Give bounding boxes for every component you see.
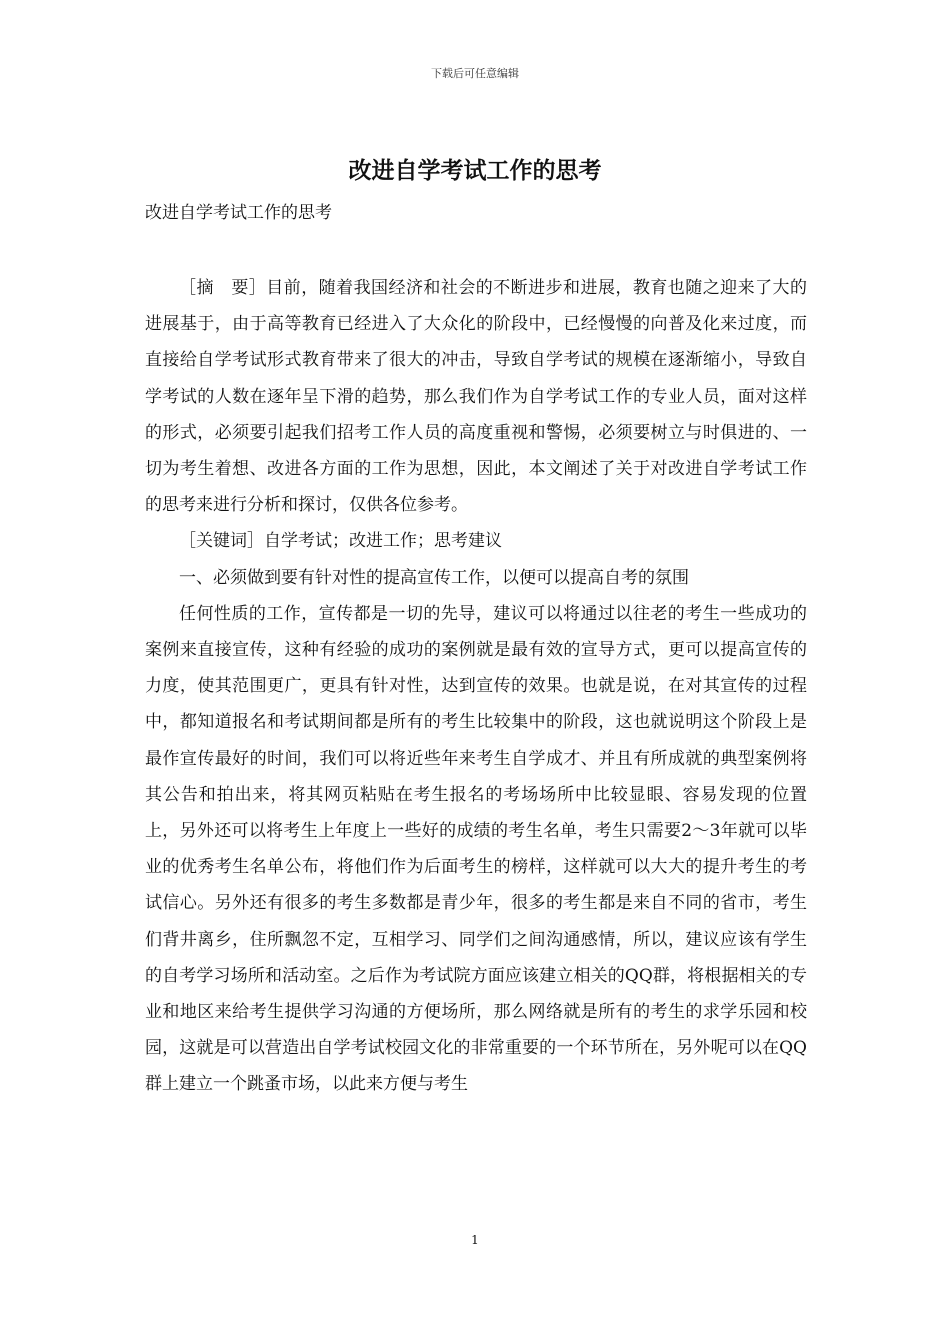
section-heading: 一、必须做到要有针对性的提高宣传工作，以便可以提高自考的氛围 [179, 567, 689, 588]
keywords-paragraph: ［关键词］自学考试；改进工作；思考建议 [179, 531, 502, 552]
body-paragraph: 任何性质的工作，宣传都是一切的先导，建议可以将通过以往老的考生一些成功的案例来直接宣传，这种有经验的成功的案例就是最有效的宣导方式，更可以提高宣传的力度，使其范围更广，更具有针对性，达到宣传的效果。也就是说，在对其宣传的过程中，都知道报名和考试期间都是所有的考生比较集中的阶段，这也就说明这个阶段上是最作宣传最好的时间，我们可以将近些年来考生自学成才、并且有所成就的典型案例将其公告和拍出来，将其网页粘贴在考生报名的考场场所中比较显眼、容易发现的位置上，另外还可以将考生上年度上一些好的成绩的考生名单，考生只需要2～3年就可以毕业的优秀考生名单公布，将他们作为后面考生的榜样，这样就可以大大的提升考生的考试信心。另外还有很多的考生多数都是青少年，很多的考生都是来自不同的省市，考生们背井离乡，住所飘忽不定，互相学习、同学们之间沟通感情，所以，建议应该有学生的自考学习场所和活动室。之后作为考试院方面应该建立相关的QQ群，将根据相关的专业和地区来给考生提供学习沟通的方便场所，那么网络就是所有的考生的求学乐园和校园，这就是可以营造出自学考试校园文化的非常重要的一个环节所在，另外呢可以在QQ群上建立一个跳蚤市场，以此来方便与考生 [145, 603, 807, 1095]
page-number: 1 [471, 1233, 479, 1247]
document-title: 改进自学考试工作的思考 [348, 157, 602, 184]
document-body [145, 270, 807, 1103]
abstract-paragraph: ［摘 要］目前，随着我国经济和社会的不断进步和进展，教育也随之迎来了大的进展基于，由于高等教育已经进入了大众化的阶段中，已经慢慢的向普及化来过度，而直接给自学考试形式教育带来了很大的冲击，导致自学考试的规模在逐渐缩小，导致自学考试的人数在逐年呈下滑的趋势，那么我们作为自学考试工作的专业人员，面对这样的形式，必须要引起我们招考工作人员的高度重视和警惕，必须要树立与时俱进的、一切为考生着想、改进各方面的工作为思想，因此，本文阐述了关于对改进自学考试工作的思考来进行分析和探讨，仅供各位参考。 [145, 278, 807, 516]
document-subtitle: 改进自学考试工作的思考 [145, 203, 332, 223]
header-note: 下载后可任意编辑 [431, 67, 519, 80]
